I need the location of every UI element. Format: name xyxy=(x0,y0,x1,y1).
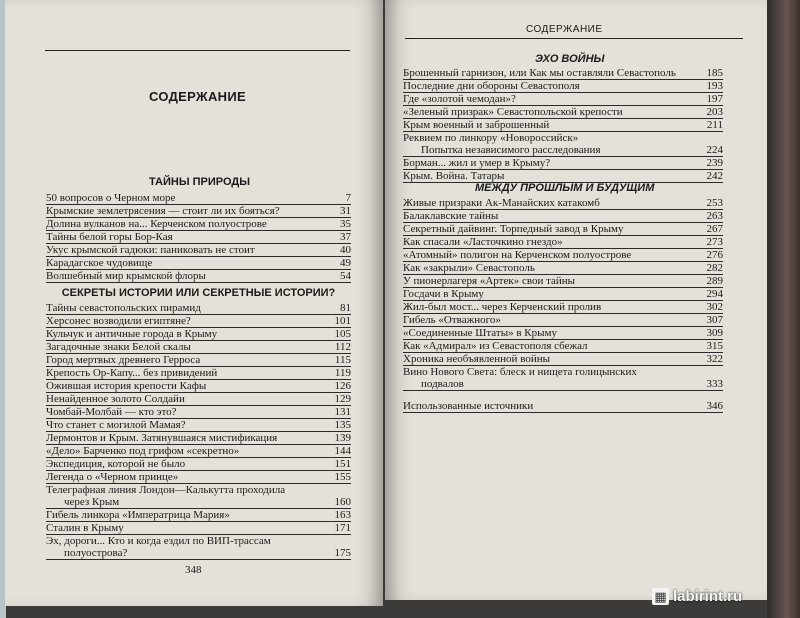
toc-entry[interactable]: Реквием по линкору «Новороссийск» xyxy=(403,132,579,144)
section-heading-past-future: МЕЖДУ ПРОШЛЫМ И БУДУЩИМ xyxy=(475,182,655,194)
toc-entry[interactable]: Живые призраки Ак-Манайских катакомб 253 xyxy=(403,197,723,209)
toc-list-past-future xyxy=(403,197,723,413)
labirint-maze-icon: ▦ xyxy=(652,588,669,605)
toc-entry[interactable]: Долина вулканов на... Керченском полуострове 35 xyxy=(46,218,351,230)
toc-entry[interactable]: Карадагское чудовище 49 xyxy=(46,257,351,269)
toc-entry-continuation[interactable]: через Крым 160 xyxy=(46,496,351,509)
section-heading-history: СЕКРЕТЫ ИСТОРИИ ИЛИ СЕКРЕТНЫЕ ИСТОРИИ? xyxy=(61,287,336,299)
left-page xyxy=(5,0,383,606)
toc-list-history xyxy=(46,302,351,560)
toc-entry[interactable]: Тайны севастопольских пирамид 81 xyxy=(46,302,351,314)
toc-entry[interactable]: Лермонтов и Крым. Затянувшаяся мистификация 139 xyxy=(46,432,351,444)
toc-entry[interactable]: «Зеленый призрак» Севастопольской крепости 203 xyxy=(403,106,723,118)
toc-entry[interactable]: Город мертвых древнего Герроса 115 xyxy=(46,354,351,366)
toc-entry[interactable]: Чомбай-Молбай — кто это? 131 xyxy=(46,406,351,418)
toc-entry[interactable]: Жил-был мост... через Керченский пролив 302 xyxy=(403,301,723,313)
toc-entry[interactable]: Крым военный и заброшенный 211 xyxy=(403,119,723,131)
toc-entry[interactable]: Крепость Ор-Капу... без привидений 119 xyxy=(46,367,351,379)
right-page xyxy=(385,0,767,600)
toc-entry[interactable]: 50 вопросов о Черном море 7 xyxy=(46,192,351,204)
page-number: 348 xyxy=(185,564,202,576)
toc-entry-continuation[interactable]: полуострова? 175 xyxy=(46,547,351,560)
toc-list-nature xyxy=(46,192,351,283)
toc-entry[interactable]: Телеграфная линия Лондон—Калькутта проходила xyxy=(46,484,286,496)
toc-entry[interactable]: «Атомный» полигон на Керченском полуострове 276 xyxy=(403,249,723,261)
toc-entry[interactable]: Тайны белой горы Бор-Кая 37 xyxy=(46,231,351,243)
toc-list-war xyxy=(403,67,723,183)
toc-entry[interactable]: Брошенный гарнизон, или Как мы оставляли Севастополь 185 xyxy=(403,67,723,79)
toc-entry[interactable]: Загадочные знаки Белой скалы 112 xyxy=(46,341,351,353)
toc-entry-continuation[interactable]: Попытка независимого расследования 224 xyxy=(403,144,723,157)
toc-entry-sources[interactable]: Использованные источники 346 xyxy=(403,400,723,412)
toc-entry[interactable]: Хроника необъявленной войны 322 xyxy=(403,353,723,365)
toc-entry[interactable]: Кульчук и античные города в Крыму 105 xyxy=(46,328,351,340)
toc-entry[interactable]: «Дело» Барченко под грифом «секретно» 144 xyxy=(46,445,351,457)
toc-entry[interactable]: Гибель линкора «Императрица Мария» 163 xyxy=(46,509,351,521)
toc-entry[interactable]: Экспедиция, которой не было 151 xyxy=(46,458,351,470)
toc-entry[interactable]: «Соединенные Штаты» в Крыму 309 xyxy=(403,327,723,339)
toc-entry[interactable]: Легенда о «Черном принце» 155 xyxy=(46,471,351,483)
toc-entry[interactable]: Ожившая история крепости Кафы 126 xyxy=(46,380,351,392)
toc-entry[interactable]: Что станет с могилой Мамая? 135 xyxy=(46,419,351,431)
toc-entry[interactable]: Эх, дороги... Кто и когда ездил по ВИП-трассам xyxy=(46,535,271,547)
toc-entry[interactable]: Крымские землетрясения — стоит ли их бояться? 31 xyxy=(46,205,351,217)
toc-entry[interactable]: Как «закрыли» Севастополь 282 xyxy=(403,262,723,274)
toc-entry-continuation[interactable]: подвалов 333 xyxy=(403,378,723,391)
toc-entry[interactable]: Укус крымской гадюки: паниковать не стоит 40 xyxy=(46,244,351,256)
toc-entry[interactable]: Сталин в Крыму 171 xyxy=(46,522,351,534)
toc-entry[interactable]: У пионерлагеря «Артек» свои тайны 289 xyxy=(403,275,723,287)
toc-entry[interactable]: Херсонес возводили египтяне? 101 xyxy=(46,315,351,327)
header-rule xyxy=(405,38,743,39)
toc-entry[interactable]: Вино Нового Света: блеск и нищета голицынских xyxy=(403,366,637,378)
section-heading-nature: ТАЙНЫ ПРИРОДЫ xyxy=(149,176,251,188)
toc-entry[interactable]: Гибель «Отважного» 307 xyxy=(403,314,723,326)
toc-entry[interactable]: Как «Адмирал» из Севастополя сбежал 315 xyxy=(403,340,723,352)
background-edge-right xyxy=(767,0,800,618)
header-rule xyxy=(45,50,350,51)
toc-entry[interactable]: Крым. Война. Татары 242 xyxy=(403,170,723,182)
toc-entry[interactable]: Ненайденное золото Солдайи 129 xyxy=(46,393,351,405)
page-title: СОДЕРЖАНИЕ xyxy=(149,89,246,104)
section-heading-war: ЭХО ВОЙНЫ xyxy=(535,53,605,65)
toc-entry[interactable]: Балаклавские тайны 263 xyxy=(403,210,723,222)
toc-entry[interactable]: Последние дни обороны Севастополя 193 xyxy=(403,80,723,92)
toc-entry[interactable]: Как спасали «Ласточкино гнездо» 273 xyxy=(403,236,723,248)
watermark-text: labirint.ru xyxy=(673,588,743,605)
toc-entry[interactable]: Где «золотой чемодан»? 197 xyxy=(403,93,723,105)
toc-entry[interactable]: Борман... жил и умер в Крыму? 239 xyxy=(403,157,723,169)
toc-entry[interactable]: Волшебный мир крымской флоры 54 xyxy=(46,270,351,282)
toc-entry[interactable]: Секретный дайвинг. Торпедный завод в Крыму 267 xyxy=(403,223,723,235)
watermark xyxy=(652,588,742,605)
toc-entry[interactable]: Госдачи в Крыму 294 xyxy=(403,288,723,300)
running-head: СОДЕРЖАНИЕ xyxy=(526,24,603,35)
